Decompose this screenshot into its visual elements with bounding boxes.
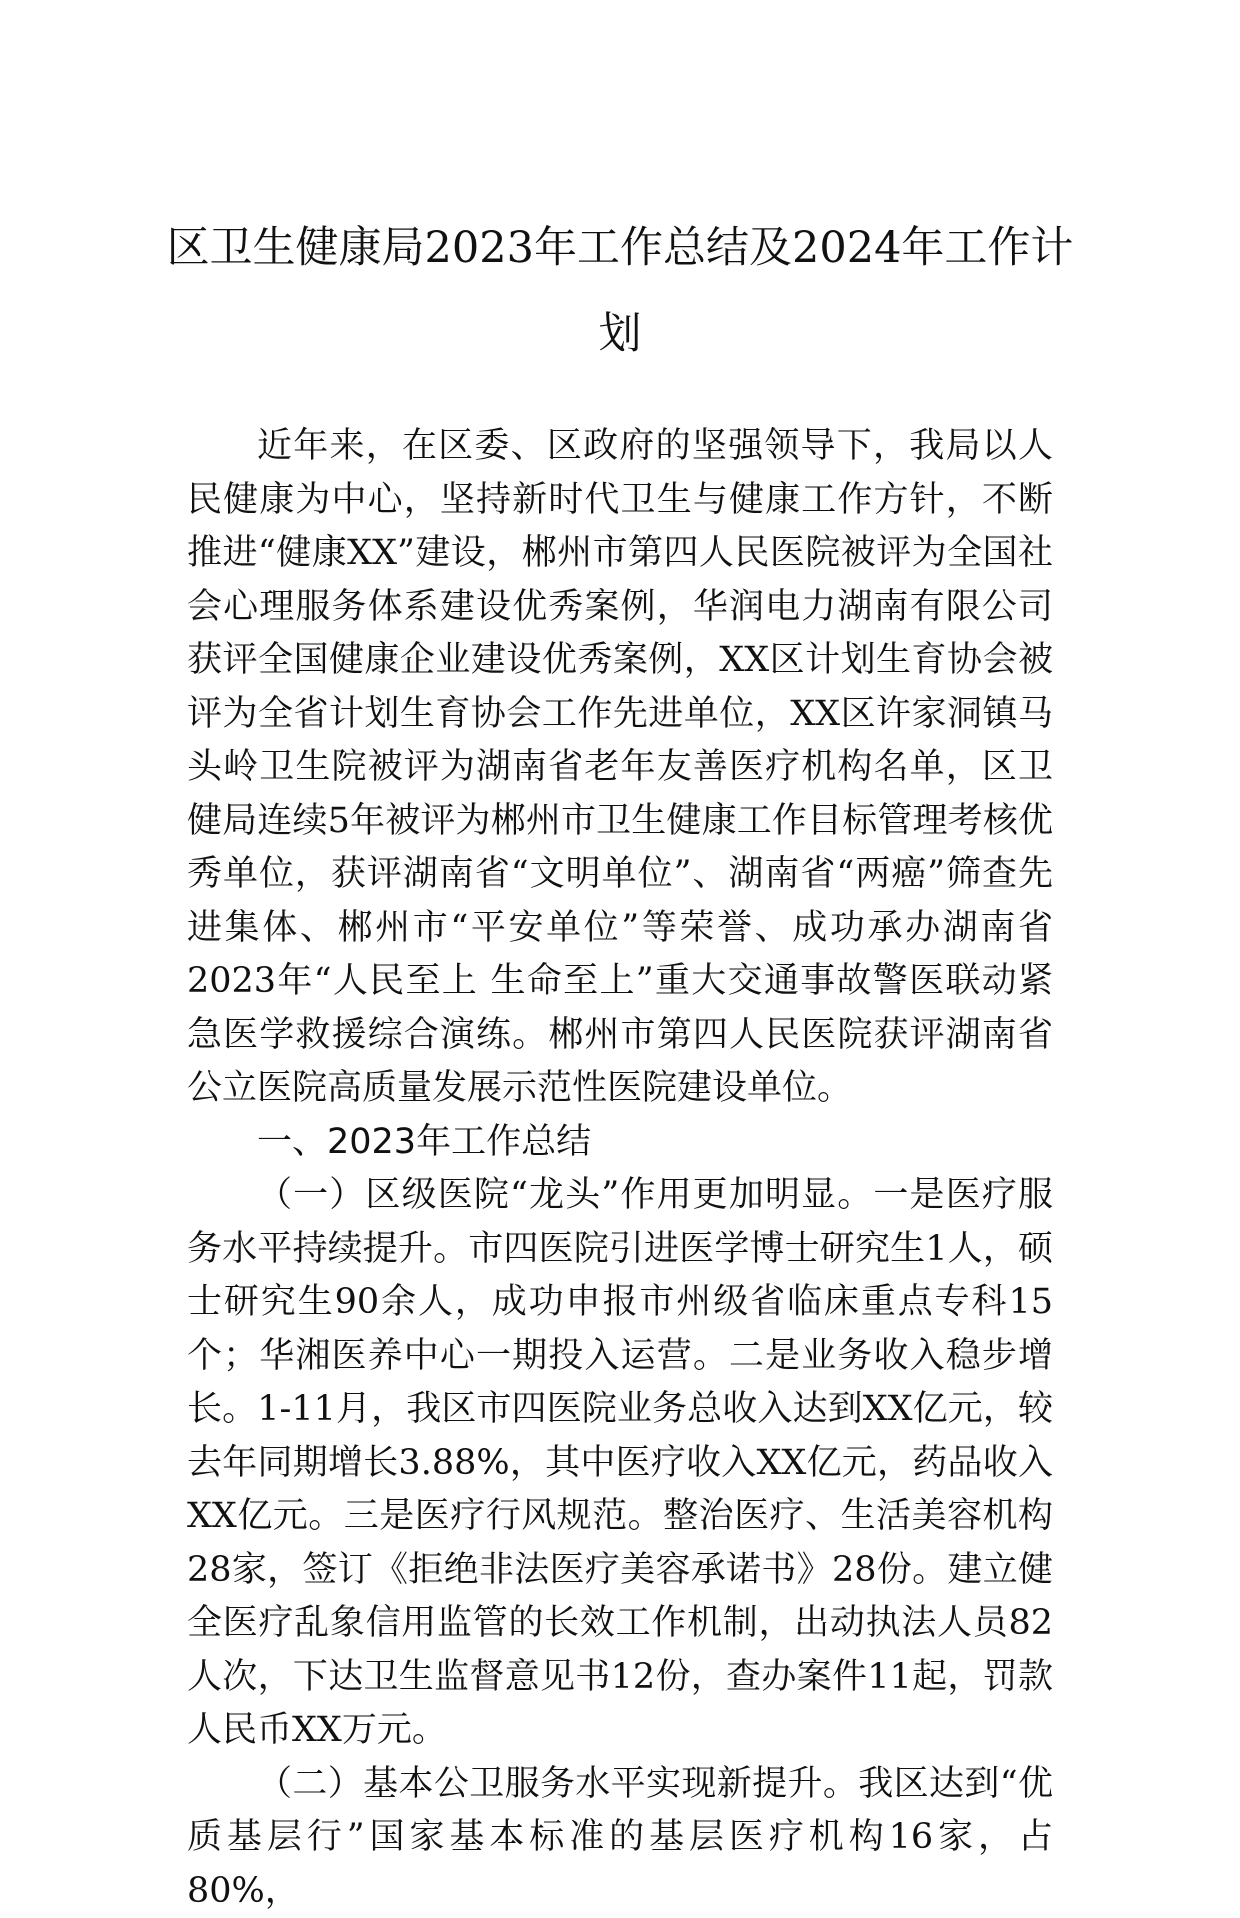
document-title: 区卫生健康局2023年工作总结及2024年工作计划 (150, 205, 1090, 377)
body-paragraph: （二）基本公卫服务水平实现新提升。我区达到“优质基层行”国家基本标准的基层医疗机构16家，占80%， (187, 1758, 1053, 1918)
document-body (187, 420, 1053, 1918)
intro-paragraph: 近年来，在区委、区政府的坚强领导下，我局以人民健康为中心，坚持新时代卫生与健康工作方针，不断推进“健康XX”建设，郴州市第四人民医院被评为全国社会心理服务体系建设优秀案例，华润电力湖南有限公司获评全国健康企业建设优秀案例，XX区计划生育协会被评为全省计划生育协会工作先进单位，XX区许家洞镇马头岭卫生院被评为湖南省老年友善医疗机构名单，区卫健局连续5年被评为郴州市卫生健康工作目标管理考核优秀单位，获评湖南省“文明单位”、湖南省“两癌”筛查先进集体、郴州市“平安单位”等荣誉、成功承办湖南省2023年“人民至上 生命至上”重大交通事故警医联动紧急医学救援综合演练。郴州市第四人民医院获评湖南省公立医院高质量发展示范性医院建设单位。 (187, 420, 1053, 1116)
body-paragraph: （一）区级医院“龙头”作用更加明显。一是医疗服务水平持续提升。市四医院引进医学博士研究生1人，硕士研究生90余人，成功申报市州级省临床重点专科15个；华湘医养中心一期投入运营。二是业务收入稳步增长。1-11月，我区市四医院业务总收入达到XX亿元，较去年同期增长3.88%，其中医疗收入XX亿元，药品收入XX亿元。三是医疗行风规范。整治医疗、生活美容机构28家，签订《拒绝非法医疗美容承诺书》28份。建立健全医疗乱象信用监管的长效工作机制，出动执法人员82人次，下达卫生监督意见书12份，查办案件11起，罚款人民币XX万元。 (187, 1169, 1053, 1758)
section-heading: 一、2023年工作总结 (187, 1116, 1053, 1170)
